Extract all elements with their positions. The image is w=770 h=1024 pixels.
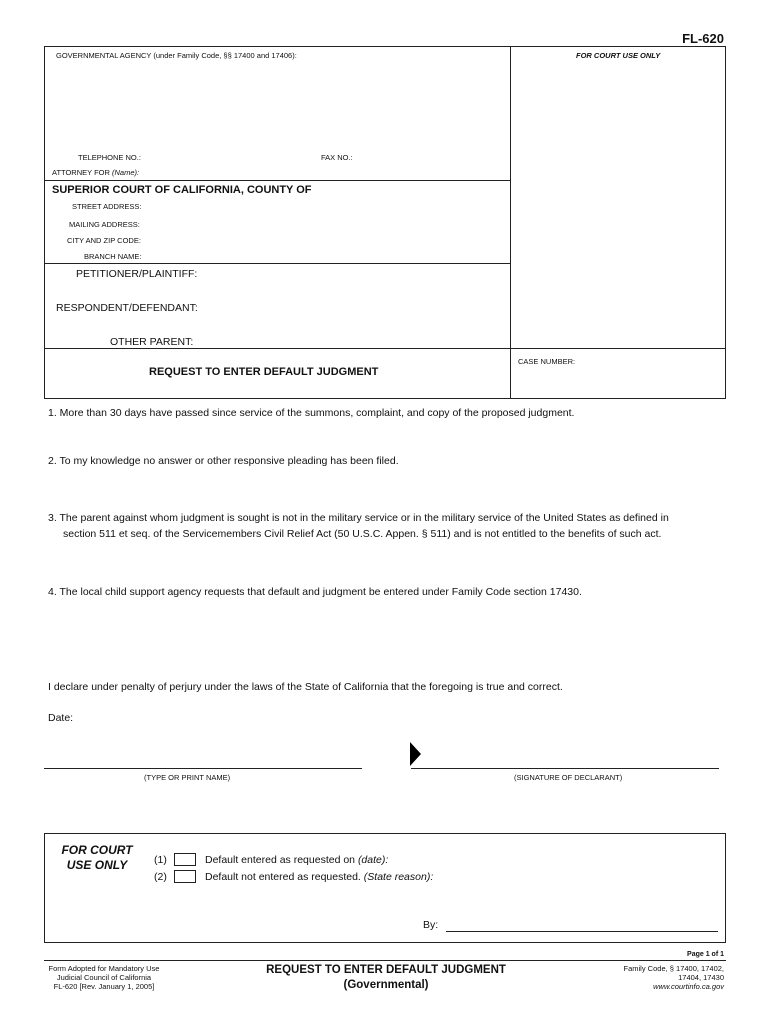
item-2: 2. To my knowledge no answer or other responsive pleading has been filed. <box>48 455 399 467</box>
page-number: Page 1 of 1 <box>687 951 724 958</box>
caption-divider <box>510 46 511 399</box>
telephone-label: TELEPHONE NO.: <box>78 153 141 162</box>
by-signature-line[interactable] <box>446 931 718 932</box>
attorney-label: ATTORNEY FOR (Name): <box>52 168 140 177</box>
branch-label: BRANCH NAME: <box>84 252 142 261</box>
date-label: Date: <box>48 712 74 724</box>
option-1-checkbox[interactable] <box>174 853 196 866</box>
signature-arrow-icon <box>410 742 424 770</box>
by-label: By: <box>423 919 439 931</box>
signature-label: (SIGNATURE OF DECLARANT) <box>514 773 623 782</box>
option-2-checkbox[interactable] <box>174 870 196 883</box>
street-label: STREET ADDRESS: <box>72 202 142 211</box>
option-2-number: (2) <box>154 871 167 883</box>
fax-label: FAX NO.: <box>321 153 353 162</box>
footer-title: REQUEST TO ENTER DEFAULT JUDGMENT (Governmental) <box>266 964 506 991</box>
form-id: FL-620 <box>682 31 724 46</box>
option-1-number: (1) <box>154 854 167 866</box>
respondent-label: RESPONDENT/DEFENDANT: <box>56 302 198 314</box>
court-title: SUPERIOR COURT OF CALIFORNIA, COUNTY OF <box>52 184 312 196</box>
mailing-label: MAILING ADDRESS: <box>69 220 140 229</box>
footer-left: Form Adopted for Mandatory Use Judicial Council of California FL-620 [Rev. January 1, 2005] <box>48 964 160 991</box>
form-title: REQUEST TO ENTER DEFAULT JUDGMENT <box>149 366 379 378</box>
other-parent-label: OTHER PARENT: <box>110 336 194 348</box>
item-3-line-2: section 511 et seq. of the Servicemembers Civil Relief Act (50 U.S.C. Appen. § 511) and is not entitled to the benefits of such act. <box>63 528 662 540</box>
city-label: CITY AND ZIP CODE: <box>67 236 141 245</box>
case-number-label: CASE NUMBER: <box>518 357 576 366</box>
option-2-text: Default not entered as requested. (State reason): <box>205 871 434 883</box>
court-use-box <box>44 833 726 943</box>
court-box-title: FOR COURT USE ONLY <box>61 843 133 872</box>
agency-label: GOVERNMENTAL AGENCY (under Family Code, §§ 17400 and 17406): <box>56 51 297 60</box>
option-1-text: Default entered as requested on (date): <box>205 854 389 866</box>
footer-right: Family Code, § 17400, 17402, 17404, 17430 www.courtinfo.ca.gov <box>594 964 724 991</box>
petitioner-label: PETITIONER/PLAINTIFF: <box>76 268 198 280</box>
item-4: 4. The local child support agency requests that default and judgment be entered under Family Code section 17430. <box>48 586 582 598</box>
courtinfo-link[interactable]: www.courtinfo.ca.gov <box>653 982 724 991</box>
declaration: I declare under penalty of perjury under the laws of the State of California that the foregoing is true and correct. <box>48 681 563 693</box>
item-1: 1. More than 30 days have passed since service of the summons, complaint, and copy of the proposed judgment. <box>48 407 575 419</box>
print-name-line[interactable] <box>44 768 362 769</box>
signature-line[interactable] <box>411 768 719 769</box>
item-3-line-1: 3. The parent against whom judgment is sought is not in the military service or in the military service of the United States as defined in <box>48 512 669 524</box>
print-name-label: (TYPE OR PRINT NAME) <box>144 773 231 782</box>
court-use-label: FOR COURT USE ONLY <box>576 51 661 60</box>
